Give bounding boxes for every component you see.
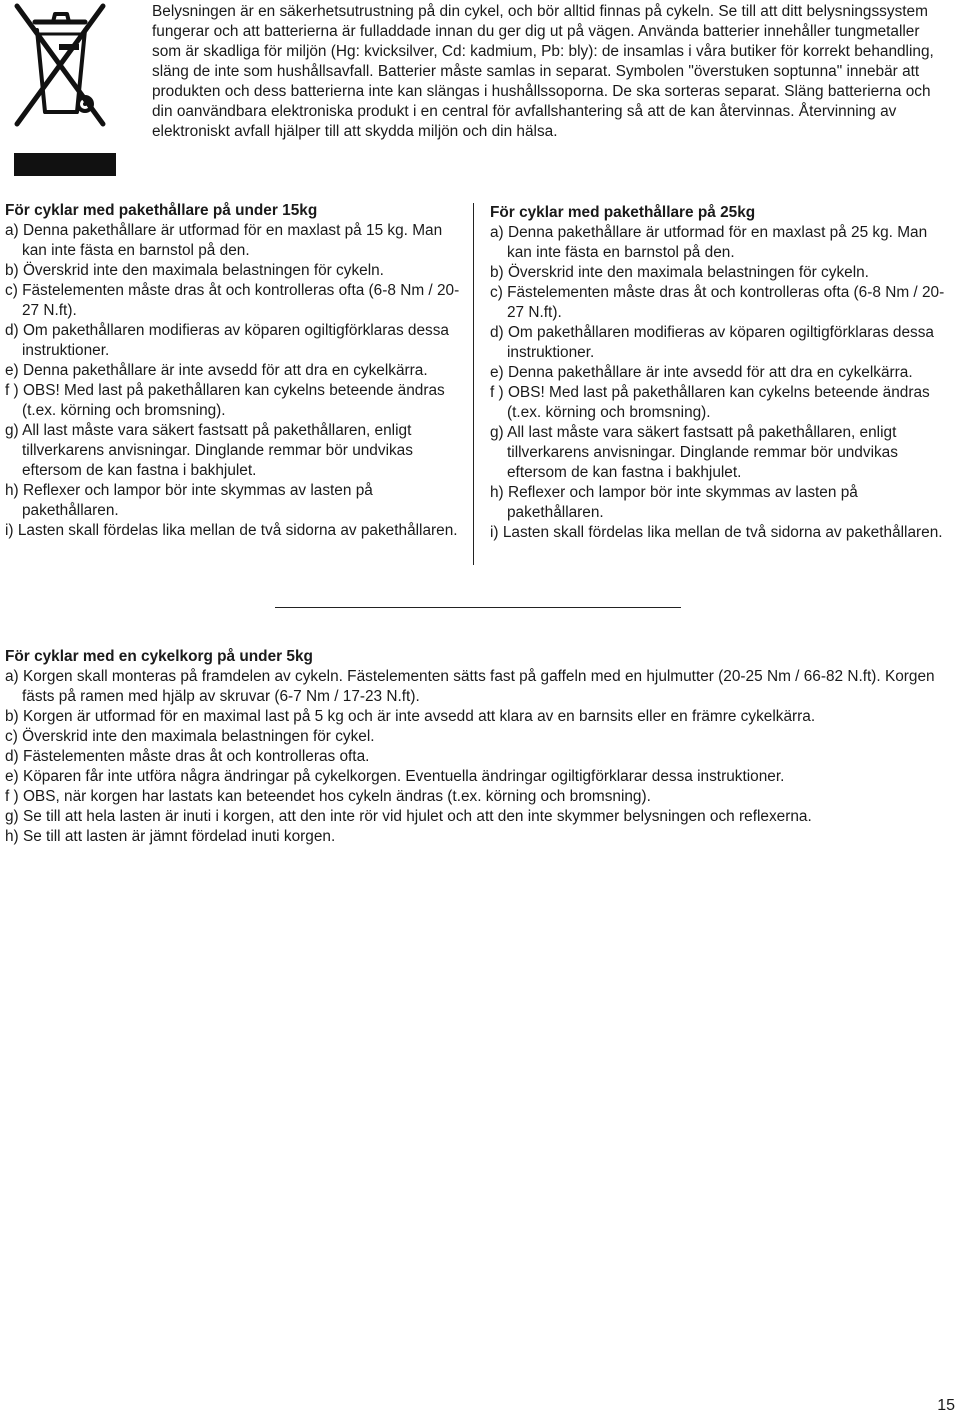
- list-item: a) Denna pakethållare är utformad för en maxlast på 25 kg. Man kan inte fästa en barnstol på den.: [490, 224, 928, 261]
- list-item: b) Överskrid inte den maximala belastningen för cykeln.: [490, 264, 869, 281]
- instruction-list: [5, 221, 460, 541]
- list-item: a) Denna pakethållare är utformad för en maxlast på 15 kg. Man kan inte fästa en barnstol på den.: [5, 222, 443, 259]
- list-item: c) Fästelementen måste dras åt och kontrolleras ofta (6-8 Nm / 20-27 N.ft).: [490, 284, 945, 321]
- list-item: b) Korgen är utformad för en maximal last på 5 kg och är inte avsedd att klara av en barnsits eller en främre cykelkärra.: [5, 708, 816, 725]
- crossed-out-wheelie-bin-icon: [9, 0, 111, 140]
- rack-25kg-section: [490, 203, 945, 543]
- list-item: f ) OBS, när korgen har lastats kan beteendet hos cykeln ändras (t.ex. körning och bromsning).: [5, 788, 651, 805]
- section-heading: För cyklar med pakethållare på under 15kg: [5, 202, 318, 219]
- list-item: c) Fästelementen måste dras åt och kontrolleras ofta (6-8 Nm / 20-27 N.ft).: [5, 282, 460, 319]
- page-number: 15: [937, 1397, 955, 1414]
- list-item: e) Köparen får inte utföra några ändringar på cykelkorgen. Eventuella ändringar ogiltigförklarar dessa instruktioner.: [5, 768, 785, 785]
- disposal-text: Belysningen är en säkerhetsutrustning på din cykel, och bör alltid finnas på cykeln. Se till att ditt belysningssystem fungerar och att batterierna är fulladdade innan du ger dig ut på vägen. Använda batterier innehåller tungmetaller som är skadliga för miljön (Hg: kvicksilver, Cd: kadmium, Pb: bly): de insamlas i våra butiker för korrekt behandling, släng de inte som hushållsavfall. Batterier måste samlas in separat. Symbolen "överstuken soptunna" innebär att produkten och dess batterierna inte kan slängas i hushållssoporna. De ska sorteras separat. Släng batterierna och din oanvändbara elektroniska produkt i en central för avfallshantering så att de kan återvinnas. Återvinning av elektroniskt avfall hjälper till att skydda miljön och din hälsa.: [152, 3, 934, 140]
- list-item: e) Denna pakethållare är inte avsedd för att dra en cykelkärra.: [490, 364, 913, 381]
- rack-under-15kg-section: [5, 201, 460, 541]
- instruction-list: [490, 223, 945, 543]
- list-item: a) Korgen skall monteras på framdelen av cykeln. Fästelementen sätts fast på gaffeln med en hjulmutter (20-25 Nm / 66-82 N.ft). Korgen fästs på ramen med hjälp av skruvar (6-7 Nm / 17-23 N.ft).: [5, 668, 935, 705]
- list-item: g) All last måste vara säkert fastsatt på pakethållaren, enligt tillverkarens anvisningar. Dinglande remmar bör undvikas eftersom de kan fastna i bakhjulet.: [5, 422, 413, 479]
- weee-solid-bar: [14, 153, 116, 176]
- list-item: i) Lasten skall fördelas lika mellan de två sidorna av pakethållaren.: [490, 524, 943, 541]
- list-item: b) Överskrid inte den maximala belastningen för cykeln.: [5, 262, 384, 279]
- section-heading: För cyklar med pakethållare på 25kg: [490, 204, 756, 221]
- list-item: g) All last måste vara säkert fastsatt på pakethållaren, enligt tillverkarens anvisningar. Dinglande remmar bör undvikas eftersom de kan fastna i bakhjulet.: [490, 424, 898, 481]
- list-item: h) Reflexer och lampor bör inte skymmas av lasten på pakethållaren.: [490, 484, 858, 521]
- list-item: f ) OBS! Med last på pakethållaren kan cykelns beteende ändras (t.ex. körning och bromsning).: [5, 382, 445, 419]
- section-separator: [275, 607, 681, 608]
- list-item: h) Reflexer och lampor bör inte skymmas av lasten på pakethållaren.: [5, 482, 373, 519]
- list-item: e) Denna pakethållare är inte avsedd för att dra en cykelkärra.: [5, 362, 428, 379]
- list-item: d) Fästelementen måste dras åt och kontrolleras ofta.: [5, 748, 370, 765]
- list-item: h) Se till att lasten är jämnt fördelad inuti korgen.: [5, 828, 336, 845]
- disposal-section: [0, 0, 960, 190]
- list-item: d) Om pakethållaren modifieras av köparen ogiltigförklaras dessa instruktioner.: [490, 324, 934, 361]
- list-item: c) Överskrid inte den maximala belastningen för cykel.: [5, 728, 375, 745]
- list-item: i) Lasten skall fördelas lika mellan de två sidorna av pakethållaren.: [5, 522, 458, 539]
- list-item: f ) OBS! Med last på pakethållaren kan cykelns beteende ändras (t.ex. körning och bromsning).: [490, 384, 930, 421]
- instruction-list: [5, 667, 945, 847]
- section-heading: För cyklar med en cykelkorg på under 5kg: [5, 648, 313, 665]
- column-divider: [473, 203, 474, 565]
- list-item: g) Se till att hela lasten är inuti i korgen, att den inte rör vid hjulet och att den inte skymmer belysningen och reflexerna.: [5, 808, 812, 825]
- list-item: d) Om pakethållaren modifieras av köparen ogiltigförklaras dessa instruktioner.: [5, 322, 449, 359]
- basket-under-5kg-section: [5, 647, 945, 847]
